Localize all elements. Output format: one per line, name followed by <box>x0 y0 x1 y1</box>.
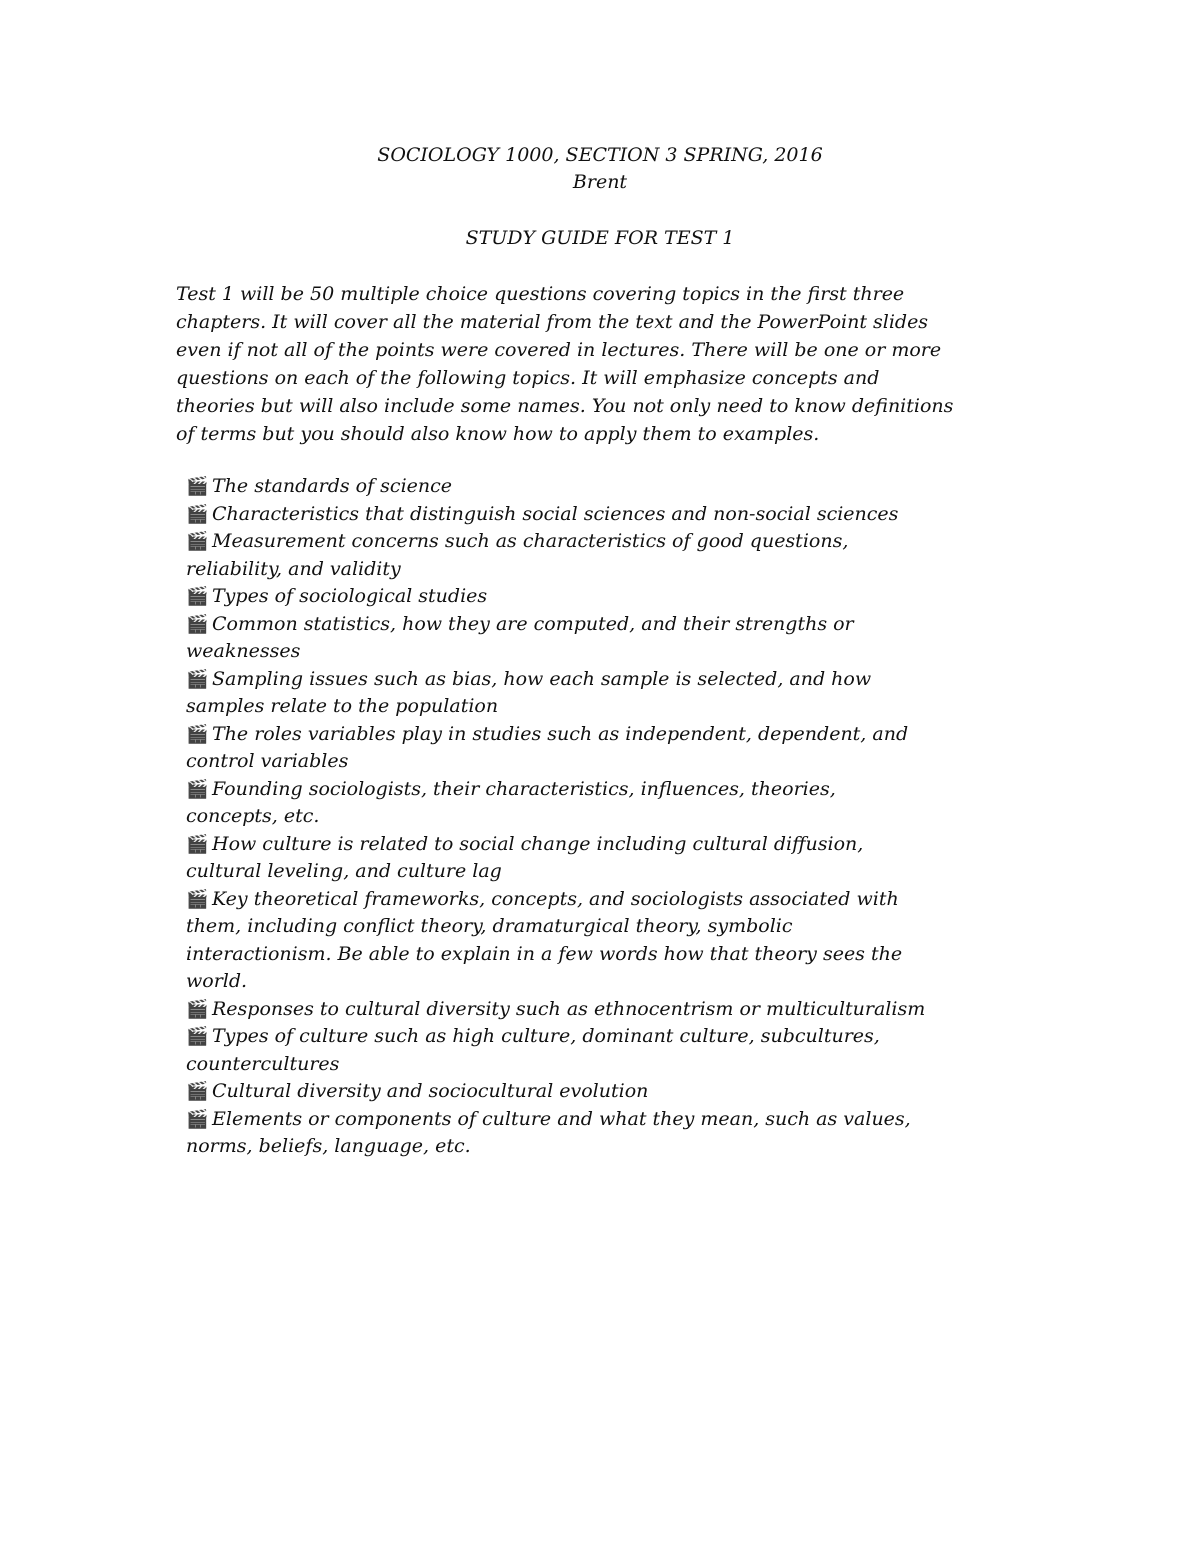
clapperboard-icon: 🎬 <box>186 531 209 552</box>
topic-line <box>186 666 966 694</box>
topic-text: world. <box>186 970 248 992</box>
clapperboard-icon: 🎬 <box>186 1081 209 1102</box>
topic-line <box>186 611 966 639</box>
list-item <box>186 886 966 996</box>
topic-text: norms, beliefs, language, etc. <box>186 1135 471 1157</box>
clapperboard-icon: 🎬 <box>186 586 209 607</box>
topic-line <box>186 1051 966 1079</box>
clapperboard-icon: 🎬 <box>186 1108 209 1130</box>
topic-text: How culture is related to social change including cultural diffusion, <box>212 832 864 855</box>
topic-line <box>186 1133 966 1161</box>
topic-text: reliability, and validity <box>186 557 401 580</box>
list-item <box>186 501 966 529</box>
list-item <box>186 1023 966 1078</box>
list-item <box>186 611 966 666</box>
list-item <box>186 473 966 501</box>
topic-line <box>186 886 966 914</box>
clapperboard-icon: 🎬 <box>186 1026 209 1047</box>
intro-line: of terms but you should also know how to apply them to examples. <box>176 423 820 445</box>
topic-line <box>186 693 966 721</box>
intro-line: even if not all of the points were covered in lectures. There will be one or more <box>176 339 942 361</box>
intro-line: chapters. It will cover all the material from the text and the PowerPoint slides <box>176 311 929 333</box>
topic-line <box>186 473 966 501</box>
topic-line <box>186 996 966 1024</box>
course-line: SOCIOLOGY 1000, SECTION 3 SPRING, 2016 <box>377 144 823 166</box>
topic-text: cultural leveling, and culture lag <box>186 860 502 882</box>
topic-line <box>186 1106 966 1134</box>
topic-text: The roles variables play in studies such as independent, dependent, and <box>212 722 909 745</box>
topic-line <box>186 913 966 941</box>
topic-text: concepts, etc. <box>186 805 320 827</box>
list-item <box>186 1106 966 1161</box>
list-item <box>186 666 966 721</box>
clapperboard-icon: 🎬 <box>186 723 209 745</box>
topic-text: Types of culture such as high culture, dominant culture, subcultures, <box>212 1025 880 1047</box>
topic-line <box>186 638 966 666</box>
topic-line <box>186 1078 966 1106</box>
clapperboard-icon: 🎬 <box>186 613 209 635</box>
list-item <box>186 776 966 831</box>
clapperboard-icon: 🎬 <box>186 668 209 690</box>
clapperboard-icon: 🎬 <box>186 998 209 1020</box>
topic-line <box>186 528 966 556</box>
topic-text: Responses to cultural diversity such as ethnocentrism or multiculturalism <box>212 997 926 1020</box>
topic-text: samples relate to the population <box>186 695 499 717</box>
list-item <box>186 1078 966 1106</box>
instructor-name: Brent <box>572 171 628 193</box>
intro-paragraph <box>176 280 976 448</box>
topic-line <box>186 968 966 996</box>
topic-line <box>186 556 966 584</box>
topic-text: countercultures <box>186 1052 340 1075</box>
topic-text: Key theoretical frameworks, concepts, and sociologists associated with <box>212 887 899 910</box>
topic-text: Founding sociologists, their characteristics, influences, theories, <box>212 777 836 800</box>
topic-text: interactionism. Be able to explain in a few words how that theory sees the <box>186 942 903 965</box>
list-item <box>186 721 966 776</box>
topic-line <box>186 748 966 776</box>
intro-line: Test 1 will be 50 multiple choice questions covering topics in the first three <box>176 283 905 305</box>
clapperboard-icon: 🎬 <box>186 833 209 855</box>
topic-text: control variables <box>186 750 349 772</box>
intro-line: questions on each of the following topics. It will emphasize concepts and <box>176 367 880 389</box>
list-item <box>186 528 966 583</box>
clapperboard-icon: 🎬 <box>186 888 209 910</box>
topic-line <box>186 941 966 969</box>
topic-line <box>186 831 966 859</box>
document-header <box>0 142 1200 196</box>
topic-text: Characteristics that distinguish social sciences and non-social sciences <box>212 502 899 525</box>
topic-text: Common statistics, how they are computed, and their strengths or <box>212 612 854 635</box>
topic-text: weaknesses <box>186 640 301 662</box>
list-item <box>186 583 966 611</box>
topic-line <box>186 721 966 749</box>
topic-text: Sampling issues such as bias, how each sample is selected, and how <box>212 667 872 690</box>
topic-line <box>186 803 966 831</box>
topic-line <box>186 501 966 529</box>
topic-text: Types of sociological studies <box>212 585 488 607</box>
clapperboard-icon: 🎬 <box>186 503 209 525</box>
topic-text: The standards of science <box>212 475 453 497</box>
topic-line <box>186 776 966 804</box>
topic-text: Measurement concerns such as characteristics of good questions, <box>212 530 849 552</box>
list-item <box>186 996 966 1024</box>
topic-text: Cultural diversity and sociocultural evolution <box>212 1080 649 1102</box>
clapperboard-icon: 🎬 <box>186 778 209 800</box>
topic-line <box>186 583 966 611</box>
topic-line <box>186 858 966 886</box>
topic-list <box>186 473 966 1161</box>
topic-line <box>186 1023 966 1051</box>
list-item <box>186 831 966 886</box>
topic-text: them, including conflict theory, dramaturgical theory, symbolic <box>186 915 793 937</box>
intro-line: theories but will also include some names. You not only need to know definitions <box>176 395 954 417</box>
clapperboard-icon: 🎬 <box>186 476 209 497</box>
topic-text: Elements or components of culture and what they mean, such as values, <box>212 1107 911 1130</box>
page-title: STUDY GUIDE FOR TEST 1 <box>465 227 735 249</box>
